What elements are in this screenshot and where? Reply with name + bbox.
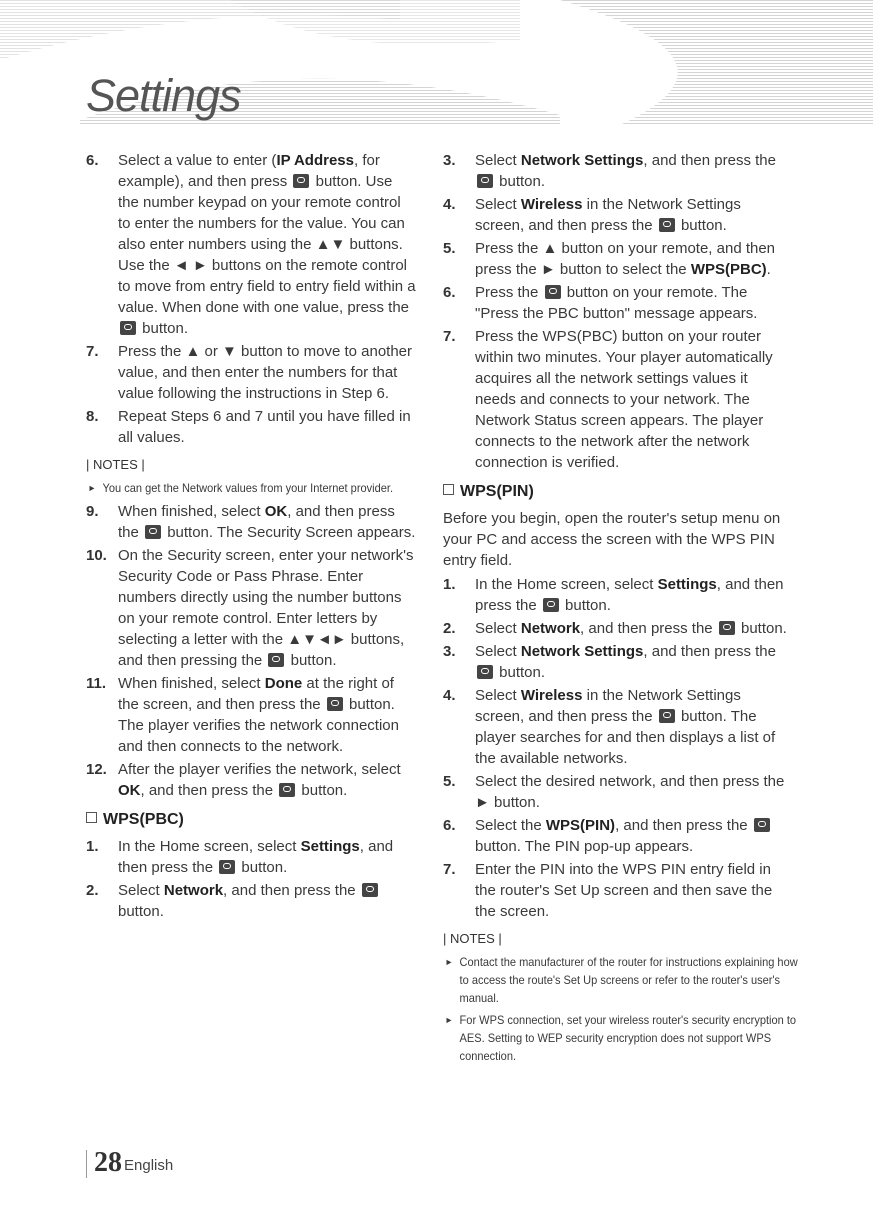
- step-text: button.: [676, 217, 727, 234]
- right-column: [443, 150, 798, 1069]
- step-number: 10.: [86, 547, 107, 564]
- step-text: , and then press the: [643, 643, 776, 660]
- header-banner: [0, 0, 873, 125]
- step-text: button.: [286, 652, 337, 669]
- step-text: Press the ▲ button on your remote, and then press the ► button to select the: [475, 240, 776, 278]
- step-number: 11.: [86, 675, 107, 692]
- step-text: , and then press the: [615, 817, 752, 834]
- checkbox-icon: [443, 484, 454, 495]
- step-bold: Settings: [657, 576, 717, 593]
- step-text: button.: [495, 664, 546, 681]
- step-text: Select: [475, 643, 521, 660]
- step-bold: IP Address: [276, 152, 354, 169]
- pin-step-2: [443, 618, 788, 639]
- step-bold: WPS(PIN): [545, 817, 616, 834]
- enter-icon: [545, 285, 561, 299]
- step-text: Select: [475, 152, 521, 169]
- step-text: button. The PIN pop-up appears.: [475, 838, 694, 855]
- footer-divider: [86, 1150, 87, 1178]
- step-text: at the right of the screen, and then press the: [118, 675, 394, 713]
- enter-icon: [543, 598, 559, 612]
- step-bold: Network Settings: [520, 643, 644, 660]
- step-text: , for example), and then press: [118, 152, 380, 190]
- step-text: button. Use the number keypad on your remote control to enter the numbers for the value. You can also enter numbers using the ▲▼ buttons. Use the ◄ ► buttons on the remote control to move from entry field to entry field within a value. When done with one value, press the: [118, 173, 416, 316]
- step-bold: Settings: [300, 838, 360, 855]
- section-title: WPS(PBC): [103, 811, 184, 828]
- enter-icon: [477, 174, 493, 188]
- page-number: 28: [94, 1147, 122, 1178]
- step-text: When finished, select: [118, 503, 265, 520]
- step-text: Select: [475, 687, 521, 704]
- enter-icon: [219, 860, 235, 874]
- step-text: in the Network Settings screen, and then press the: [475, 196, 741, 234]
- enter-icon: [477, 665, 493, 679]
- pin-step-1: [443, 574, 788, 616]
- section-title: WPS(PIN): [460, 483, 534, 500]
- note-text: You can get the Network values from your Internet provider.: [102, 481, 394, 495]
- step-text: Select: [475, 620, 521, 637]
- step-number: 7.: [443, 861, 456, 878]
- checkbox-icon: [86, 812, 97, 823]
- step-text: , and then press the: [118, 838, 394, 876]
- enter-icon: [659, 218, 675, 232]
- intro-paragraph: Before you begin, open the router's setup menu on your PC and access the screen with the WPS PIN entry field.: [443, 510, 781, 569]
- notes-heading: | NOTES |: [86, 457, 145, 472]
- pbc-step-4: [443, 194, 788, 236]
- enter-icon: [145, 525, 161, 539]
- step-text: Select the desired network, and then press the ► button.: [475, 773, 785, 811]
- step-text: In the Home screen, select: [475, 576, 658, 593]
- step-text: , and then press the: [223, 882, 360, 899]
- step-11: [86, 673, 416, 757]
- section-heading-wps-pin: [443, 481, 788, 502]
- step-12: [86, 759, 416, 801]
- enter-icon: [719, 621, 735, 635]
- enter-icon: [362, 883, 378, 897]
- pin-step-5: [443, 771, 788, 813]
- step-8: [86, 406, 416, 448]
- step-text: On the Security screen, enter your network's Security Code or Pass Phrase. Enter numbers directly using the number buttons on your remote control. Enter letters by selecting a letter with the ▲▼◄► buttons, and then pressing the: [118, 547, 414, 669]
- page-title: Settings: [86, 70, 241, 121]
- enter-icon: [293, 174, 309, 188]
- step-text: In the Home screen, select: [118, 838, 301, 855]
- note-text: Contact the manufacturer of the router for instructions explaining how to access the route's Set Up screens or refer to the router's user's manual.: [459, 955, 798, 1005]
- note-text: For WPS connection, set your wireless router's security encryption to AES. Setting to WEP security encryption does not support WPS connection.: [459, 1013, 797, 1063]
- step-bold: WPS(PBC): [690, 261, 767, 278]
- enter-icon: [120, 321, 136, 335]
- step-text: button.: [118, 903, 164, 920]
- step-number: 8.: [86, 408, 99, 425]
- notes-heading: | NOTES |: [443, 931, 502, 946]
- step-bold: Network: [520, 620, 581, 637]
- step-text: , and then press the: [580, 620, 717, 637]
- pbc-step-5: [443, 238, 788, 280]
- pbc-step-2: [86, 880, 416, 922]
- pin-step-4: [443, 685, 788, 769]
- bullet-icon: ►: [87, 483, 97, 493]
- step-bold: Network: [163, 882, 224, 899]
- note-item: [86, 479, 430, 497]
- step-text: Select a value to enter (: [118, 152, 277, 169]
- step-number: 4.: [443, 196, 456, 213]
- section-heading-wps-pbc: [86, 809, 416, 830]
- pin-step-6: [443, 815, 788, 857]
- bullet-icon: ►: [444, 1015, 454, 1025]
- step-text: button.: [495, 173, 546, 190]
- step-10: [86, 545, 416, 671]
- step-text: , and then press the: [140, 782, 278, 799]
- step-number: 2.: [86, 882, 99, 899]
- step-text: button.: [736, 620, 787, 637]
- note-item: [443, 953, 802, 1007]
- step-number: 5.: [443, 240, 456, 257]
- step-number: 5.: [443, 773, 456, 790]
- bullet-icon: ►: [444, 957, 454, 967]
- enter-icon: [327, 697, 343, 711]
- step-text: Enter the PIN into the WPS PIN entry field in the router's Set Up screen and then save the the screen.: [475, 861, 773, 920]
- step-bold: Network Settings: [520, 152, 644, 169]
- pin-step-7: [443, 859, 788, 922]
- step-7: [86, 341, 416, 404]
- enter-icon: [659, 709, 675, 723]
- step-number: 6.: [86, 152, 99, 169]
- step-text: button. The player verifies the network connection and then connects to the network.: [118, 696, 399, 755]
- step-text: button. The player searches for and then displays a list of the available networks.: [475, 708, 776, 767]
- step-number: 2.: [443, 620, 456, 637]
- step-text: , and then press the: [118, 503, 395, 541]
- step-text: Select: [475, 196, 521, 213]
- step-number: 7.: [443, 328, 456, 345]
- step-text: After the player verifies the network, select: [118, 761, 401, 778]
- pbc-step-6: [443, 282, 788, 324]
- step-number: 1.: [86, 838, 99, 855]
- step-number: 7.: [86, 343, 99, 360]
- left-column: [86, 150, 416, 924]
- step-number: 3.: [443, 643, 456, 660]
- note-item: [443, 1011, 802, 1065]
- step-bold: Wireless: [520, 687, 583, 704]
- pbc-step-7: [443, 326, 788, 473]
- pbc-step-3: [443, 150, 788, 192]
- enter-icon: [754, 818, 770, 832]
- step-text: Press the ▲ or ▼ button to move to another value, and then enter the numbers for that value following the instructions in Step 6.: [118, 343, 413, 402]
- step-text: Select the: [475, 817, 546, 834]
- step-text: button.: [560, 597, 611, 614]
- step-text: button.: [237, 859, 288, 876]
- step-number: 1.: [443, 576, 456, 593]
- step-9: [86, 501, 416, 543]
- step-number: 9.: [86, 503, 99, 520]
- step-text: Repeat Steps 6 and 7 until you have filled in all values.: [118, 408, 411, 446]
- step-text: When finished, select: [118, 675, 265, 692]
- step-text: Select: [118, 882, 164, 899]
- step-text: Press the: [475, 284, 543, 301]
- step-number: 3.: [443, 152, 456, 169]
- step-text: button. The Security Screen appears.: [163, 524, 416, 541]
- step-bold: OK: [264, 503, 288, 520]
- step-number: 12.: [86, 761, 107, 778]
- step-text: in the Network Settings screen, and then press the: [475, 687, 741, 725]
- step-6: [86, 150, 416, 339]
- step-number: 4.: [443, 687, 456, 704]
- enter-icon: [279, 783, 295, 797]
- step-text: Press the WPS(PBC) button on your router within two minutes. Your player automatically acquires all the network settings values it needs and connects to your network. The Network Status screen appears. The player connects to the network after the network connection is verified.: [475, 328, 773, 471]
- step-text: , and then press the: [643, 152, 776, 169]
- step-text: button.: [297, 782, 348, 799]
- step-text: .: [766, 261, 771, 278]
- step-bold: Wireless: [520, 196, 583, 213]
- step-text: button.: [138, 320, 189, 337]
- step-number: 6.: [443, 284, 456, 301]
- page-language: English: [124, 1157, 174, 1174]
- step-text: button on your remote. The "Press the PBC button" message appears.: [475, 284, 758, 322]
- step-bold: Done: [264, 675, 303, 692]
- step-text: , and then press the: [475, 576, 784, 614]
- step-bold: OK: [118, 782, 141, 799]
- pin-step-3: [443, 641, 788, 683]
- enter-icon: [268, 653, 284, 667]
- pbc-step-1: [86, 836, 416, 878]
- step-number: 6.: [443, 817, 456, 834]
